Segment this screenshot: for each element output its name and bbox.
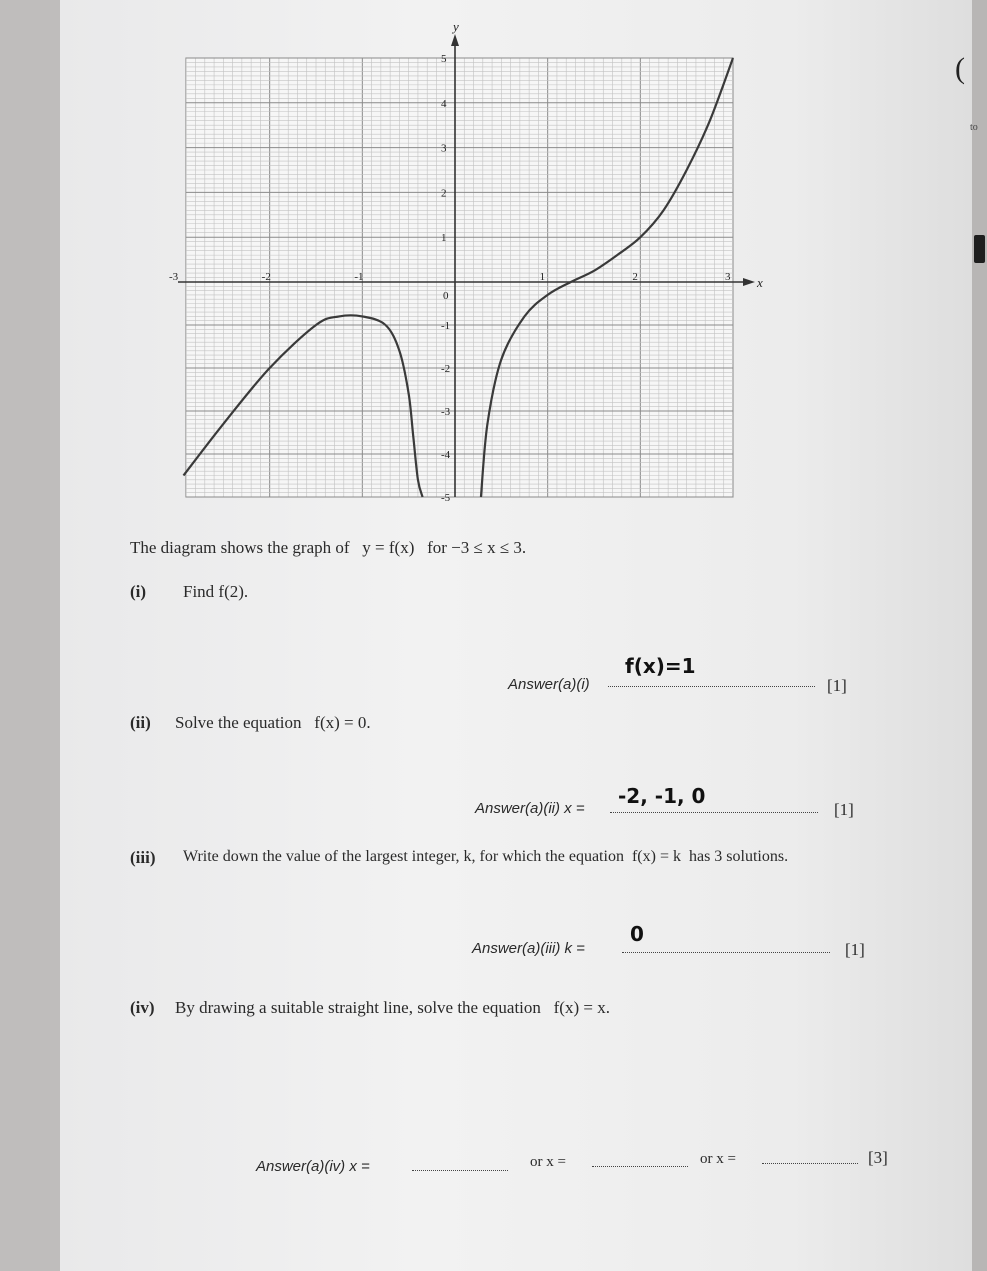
q4-answer-line-1[interactable] xyxy=(412,1170,508,1171)
q3-number: (iii) xyxy=(130,848,156,867)
x-tick-label: -1 xyxy=(354,271,364,283)
intro-line xyxy=(130,538,526,558)
y-tick-label: -4 xyxy=(441,449,451,461)
q3-text-line xyxy=(183,848,788,866)
q2-answer-handwritten[interactable]: -2, -1, 0 xyxy=(618,784,706,808)
q1-answer-line xyxy=(608,686,815,687)
q2-number: (ii) xyxy=(130,713,151,732)
q1-answer-label: Answer(a)(i) xyxy=(508,676,590,693)
intro-text: The diagram shows the graph of xyxy=(130,538,350,557)
q2-equation: f(x) = 0. xyxy=(314,713,371,732)
q3-text: Write down the value of the largest integer, k, for which the equation xyxy=(183,848,624,865)
q4-answer-line-3[interactable] xyxy=(762,1163,858,1164)
margin-mark: ( xyxy=(955,52,965,85)
q1-text: Find f(2). xyxy=(183,582,249,601)
x-tick-label: 2 xyxy=(632,271,638,283)
y-tick-label: -2 xyxy=(441,363,451,375)
margin-mark-2: to xyxy=(970,122,978,133)
q3-marks: [1] xyxy=(845,940,865,959)
q4-equation: f(x) = x. xyxy=(553,998,610,1017)
q2-answer-line xyxy=(610,812,818,813)
q4-text: By drawing a suitable straight line, solve the equation xyxy=(175,998,541,1017)
q3-answer-line xyxy=(622,952,830,953)
q4-or-2: or x = xyxy=(700,1151,736,1167)
q3-equation: f(x) = k xyxy=(631,848,681,865)
y-tick-label: -1 xyxy=(441,320,451,332)
y-tick-label: 4 xyxy=(441,97,447,110)
y-tick-label: -3 xyxy=(441,406,451,418)
q2-text: Solve the equation xyxy=(175,713,302,732)
x-tick-label: 0 xyxy=(443,290,449,302)
intro-function: y = f(x) xyxy=(362,538,415,557)
q3-tail: has 3 solutions. xyxy=(688,848,789,865)
x-tick-label: -2 xyxy=(261,271,271,283)
q3-answer-handwritten[interactable]: 0 xyxy=(630,922,644,946)
y-tick-label: -5 xyxy=(441,492,451,504)
q4-answer-label: Answer(a)(iv) x = xyxy=(256,1158,370,1175)
y-tick-label: 1 xyxy=(441,232,447,245)
q3-answer-label: Answer(a)(iii) k = xyxy=(472,940,585,957)
q4-answer-line-2[interactable] xyxy=(592,1166,688,1167)
q1-marks: [1] xyxy=(827,676,847,695)
q2-marks: [1] xyxy=(834,800,854,819)
y-axis-arrow xyxy=(451,34,459,46)
x-axis-arrow xyxy=(743,278,755,286)
q1-number: (i) xyxy=(130,582,147,601)
function-graph xyxy=(0,0,987,560)
intro-range: for −3 ≤ x ≤ 3. xyxy=(427,538,527,557)
q4-text-line xyxy=(175,998,610,1018)
q2-text-line xyxy=(175,713,371,733)
y-axis-label: y xyxy=(453,19,459,34)
y-tick-label: 5 xyxy=(441,53,447,65)
q2-answer-label: Answer(a)(ii) x = xyxy=(475,800,585,817)
q4-number: (iv) xyxy=(130,998,155,1017)
y-tick-label: 2 xyxy=(441,187,447,200)
x-axis-label: x xyxy=(757,275,763,290)
x-tick-label: -3 xyxy=(169,271,179,283)
y-tick-label: 3 xyxy=(441,142,447,155)
x-tick-label: 3 xyxy=(725,271,731,283)
q4-or-1: or x = xyxy=(530,1154,566,1170)
x-tick-label: 1 xyxy=(539,271,546,283)
q4-marks: [3] xyxy=(868,1148,888,1167)
q1-answer-handwritten[interactable]: f(x)=1 xyxy=(625,654,696,678)
